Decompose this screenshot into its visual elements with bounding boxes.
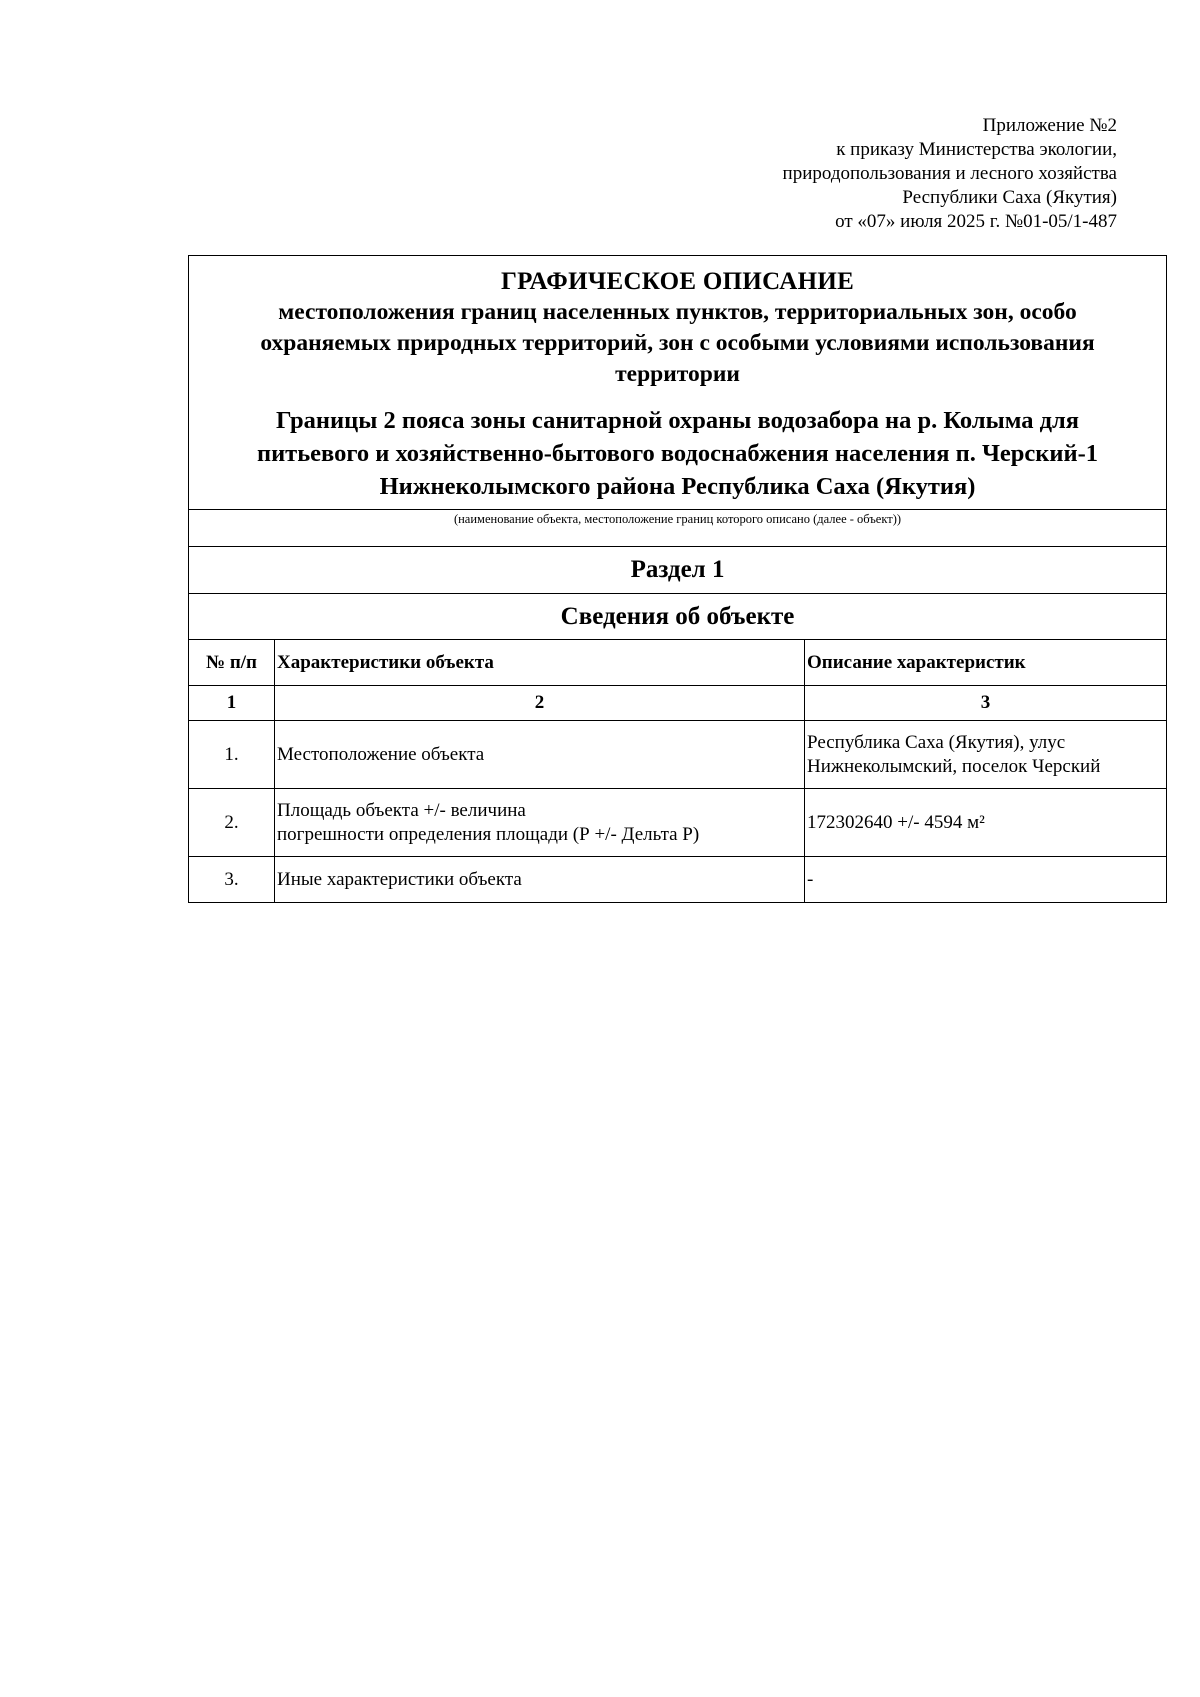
document-subtitle-line: местоположения границ населенных пунктов, территориальных зон, особо <box>278 299 1077 325</box>
characteristic-line: Местоположение объекта <box>277 743 485 765</box>
info-row <box>189 594 1167 640</box>
row-number: 1. <box>189 721 275 789</box>
section-subtitle: Сведения об объекте <box>189 594 1167 640</box>
section-title: Раздел 1 <box>189 547 1167 594</box>
column-number-row <box>189 686 1167 721</box>
description-line: - <box>807 868 814 890</box>
description-line: Республика Саха (Якутия), улус <box>807 731 1066 753</box>
characteristic-line: Площадь объекта +/- величина <box>277 799 526 821</box>
table-row <box>189 721 1167 789</box>
document-title: ГРАФИЧЕСКОЕ ОПИСАНИЕ <box>500 268 855 295</box>
row-number: 3. <box>189 857 275 903</box>
description-table <box>188 255 1167 903</box>
object-name-line: Границы 2 пояса зоны санитарной охраны водозабора на р. Колыма для <box>275 407 1080 434</box>
object-name-line: питьевого и хозяйственно-бытового водоснабжения населения п. Черский-1 <box>256 440 1099 467</box>
column-number: 3 <box>805 686 1167 721</box>
row-description <box>805 857 1167 903</box>
object-name-line: Нижнеколымского района Республика Саха (Якутия) <box>379 473 976 500</box>
row-number: 2. <box>189 789 275 857</box>
description-line: 172302640 +/- 4594 м² <box>807 811 985 833</box>
section-row <box>189 547 1167 594</box>
appendix-line: природопользования и лесного хозяйства <box>782 163 1117 184</box>
document-subtitle-line: территории <box>615 361 740 387</box>
object-caption: (наименование объекта, местоположение границ которого описано (далее - объект)) <box>189 510 1167 547</box>
characteristic-line: Иные характеристики объекта <box>277 868 522 890</box>
column-header-characteristic: Характеристики объекта <box>275 640 805 686</box>
appendix-block <box>597 114 1117 234</box>
appendix-line: от «07» июля 2025 г. №01-05/1-487 <box>835 211 1117 232</box>
characteristic-line: погрешности определения площади (Р +/- Дельта Р) <box>277 823 700 845</box>
row-description <box>805 721 1167 789</box>
title-cell <box>189 256 1167 510</box>
object-name <box>203 404 1152 503</box>
title-row <box>189 256 1167 510</box>
description-line: Нижнеколымский, поселок Черский <box>807 755 1101 777</box>
row-characteristic <box>275 721 805 789</box>
column-header-number: № п/п <box>189 640 275 686</box>
table-row <box>189 789 1167 857</box>
appendix-line: Приложение №2 <box>982 115 1117 136</box>
caption-row <box>189 510 1167 547</box>
column-number: 2 <box>275 686 805 721</box>
appendix-line: Республики Саха (Якутия) <box>902 187 1117 208</box>
document-subtitle-line: охраняемых природных территорий, зон с особыми условиями использования <box>260 330 1095 356</box>
column-number: 1 <box>189 686 275 721</box>
row-characteristic <box>275 789 805 857</box>
row-description <box>805 789 1167 857</box>
row-characteristic <box>275 857 805 903</box>
column-header-description: Описание характеристик <box>805 640 1167 686</box>
appendix-line: к приказу Министерства экологии, <box>836 139 1117 160</box>
table-row <box>189 857 1167 903</box>
column-header-row <box>189 640 1167 686</box>
